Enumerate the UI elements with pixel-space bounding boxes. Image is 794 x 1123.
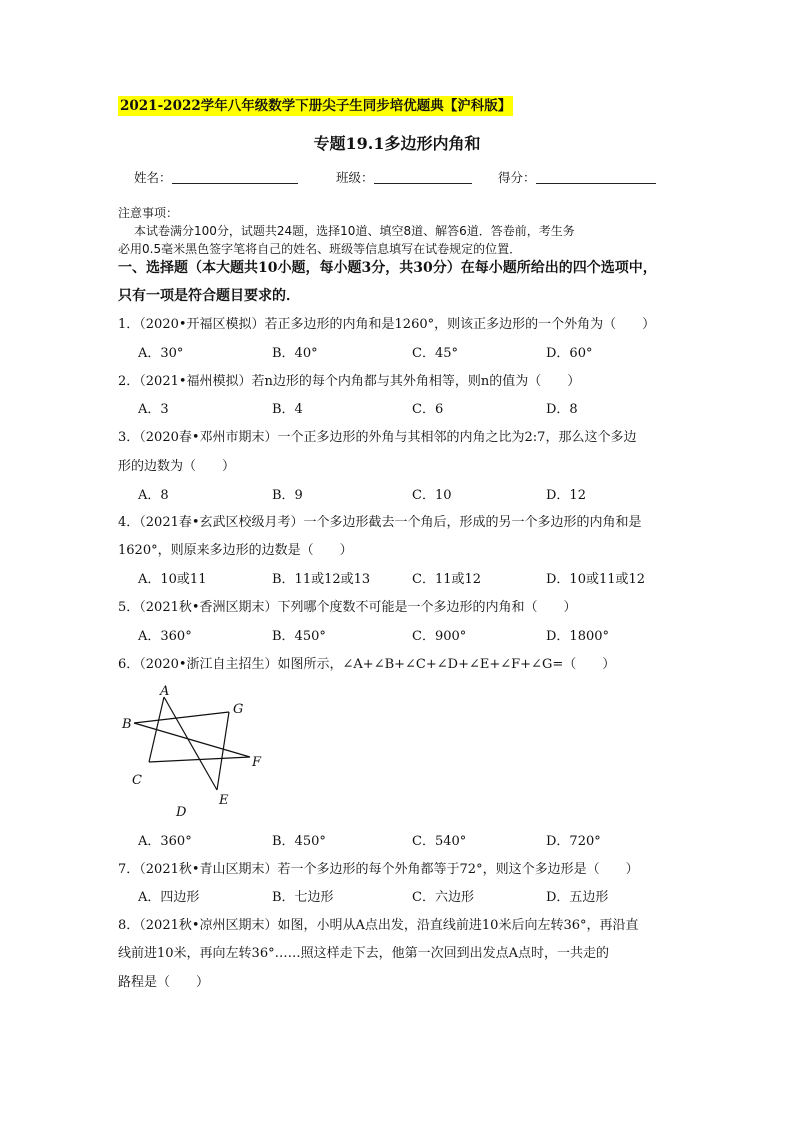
option-b: B．450° bbox=[272, 629, 326, 644]
option-d: D．8 bbox=[546, 402, 578, 417]
question-2: 2．（2021•福州模拟）若n边形的每个内角都与其外角相等，则n的值为（ ） bbox=[118, 374, 581, 389]
question-6: 6．（2020•浙江自主招生）如图所示，∠A+∠B+∠C+∠D+∠E+∠F+∠G=（ ） bbox=[118, 657, 616, 672]
section-heading: 一、选择题（本大题共10小题，每小题3分，共30分）在每小题所给出的四个选项中， bbox=[118, 260, 657, 276]
option-b: B．40° bbox=[272, 346, 318, 361]
question-8: 8．（2021秋•凉州区期末）如图，小明从A点出发，沿直线前进10米后向左转36°，再沿直 bbox=[118, 918, 639, 933]
option-c: C．六边形 bbox=[412, 890, 474, 905]
question-1: 1．（2020•开福区模拟）若正多边形的内角和是1260°，则该正多边形的一个外角为（ ） bbox=[118, 317, 656, 332]
label-e: E bbox=[219, 793, 229, 808]
notice-line: 本试卷满分100分，试题共24题，选择10道、填空8道、解答6道．答卷前，考生务 bbox=[134, 224, 575, 238]
question-5: 5．（2021秋•香洲区期末）下列哪个度数不可能是一个多边形的内角和（ ） bbox=[118, 600, 577, 615]
option-a: A．8 bbox=[138, 488, 169, 503]
option-a: A．360° bbox=[138, 834, 192, 849]
option-b: B．七边形 bbox=[272, 890, 334, 905]
label-a: A bbox=[160, 684, 170, 699]
option-b: B．11或12或13 bbox=[272, 572, 371, 587]
option-d: D．720° bbox=[546, 834, 601, 849]
segment-ea bbox=[164, 697, 217, 790]
option-c: C．6 bbox=[412, 402, 444, 417]
question-3: 3．（2020春•邓州市期末）一个正多边形的外角与其相邻的内角之比为2:7，那么这个多边 bbox=[118, 430, 637, 445]
name-label: 姓名： bbox=[134, 170, 172, 185]
option-c: C．45° bbox=[412, 346, 458, 361]
option-b: B．450° bbox=[272, 834, 326, 849]
option-a: A．10或11 bbox=[138, 572, 207, 587]
option-a: A．360° bbox=[138, 629, 192, 644]
question-4: 4．（2021春•玄武区校级月考）一个多边形截去一个角后，形成的另一个多边形的内角和是 bbox=[118, 515, 642, 530]
question-3-cont: 形的边数为（ ） bbox=[118, 459, 236, 474]
score-blank bbox=[536, 171, 656, 184]
notice-line: 必用0.5毫米黑色签字笔将自己的姓名、班级等信息填写在试卷规定的位置． bbox=[118, 242, 522, 256]
label-f: F bbox=[252, 755, 262, 770]
option-a: A．四边形 bbox=[138, 890, 200, 905]
option-d: D．60° bbox=[546, 346, 593, 361]
option-a: A．30° bbox=[138, 346, 184, 361]
score-field bbox=[498, 168, 656, 186]
question-8-cont: 路程是（ ） bbox=[118, 975, 210, 990]
class-blank bbox=[374, 171, 472, 184]
header-banner: 2021-2022学年八年级数学下册尖子生同步培优题典【沪科版】 bbox=[120, 98, 512, 114]
option-b: B．4 bbox=[272, 402, 303, 417]
option-c: C．10 bbox=[412, 488, 452, 503]
label-b: B bbox=[122, 717, 132, 732]
class-field bbox=[336, 168, 472, 186]
option-d: D．五边形 bbox=[546, 890, 609, 905]
label-c: C bbox=[132, 773, 142, 788]
question-8-cont: 线前进10米，再向左转36°……照这样走下去，他第一次回到出发点A点时，一共走的 bbox=[118, 946, 609, 961]
option-b: B．9 bbox=[272, 488, 303, 503]
option-c: C．900° bbox=[412, 629, 467, 644]
segment-bg bbox=[134, 712, 229, 723]
name-field bbox=[134, 168, 298, 186]
option-d: D．10或11或12 bbox=[546, 572, 646, 587]
option-c: C．540° bbox=[412, 834, 467, 849]
score-label: 得分： bbox=[498, 170, 536, 185]
notice-heading: 注意事项： bbox=[118, 206, 179, 220]
name-blank bbox=[172, 171, 298, 184]
option-d: D．1800° bbox=[546, 629, 610, 644]
option-a: A．3 bbox=[138, 402, 169, 417]
question-4-cont: 1620°，则原来多边形的边数是（ ） bbox=[118, 543, 353, 558]
section-heading: 只有一项是符合题目要求的． bbox=[118, 288, 300, 304]
page-title: 专题19.1多边形内角和 bbox=[313, 134, 481, 153]
label-g: G bbox=[233, 702, 244, 717]
question-7: 7．（2021秋•青山区期末）若一个多边形的每个外角都等于72°，则这个多边形是（ ） bbox=[118, 862, 639, 877]
class-label: 班级： bbox=[336, 170, 374, 185]
segment-ge bbox=[217, 712, 229, 790]
heptagram-figure bbox=[118, 680, 278, 820]
option-c: C．11或12 bbox=[412, 572, 482, 587]
label-d: D bbox=[176, 805, 187, 820]
option-d: D．12 bbox=[546, 488, 586, 503]
